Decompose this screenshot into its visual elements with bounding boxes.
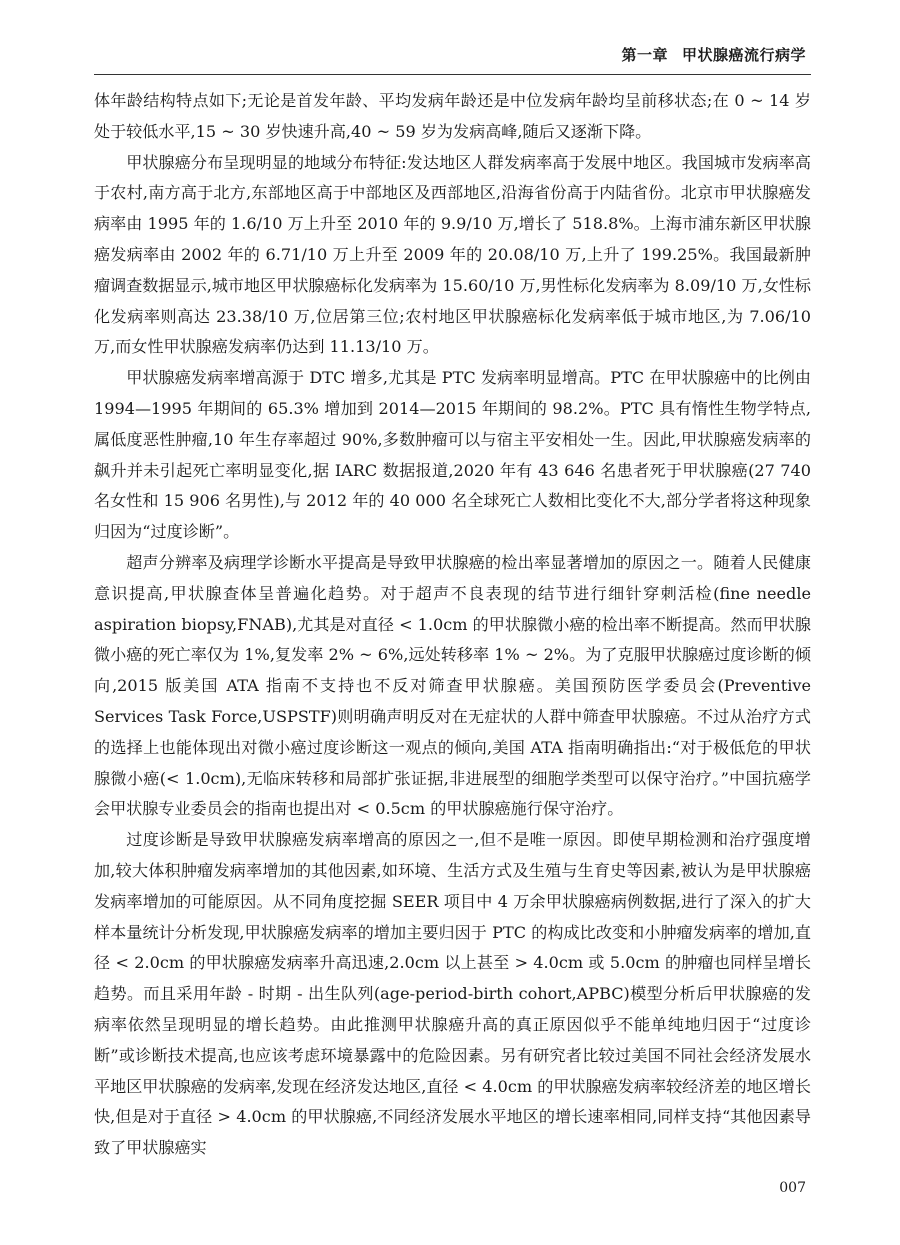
paragraph-overdiagnosis: 过度诊断是导致甲状腺癌发病率增高的原因之一,但不是唯一原因。即使早期检测和治疗强度增加,较大体积肿瘤发病率增加的其他因素,如环境、生活方式及生殖与生育史等因素,被认为是甲状腺癌发病率增加的可能原因。从不同角度挖掘 SEER 项目中 4 万余甲状腺癌病例数据,进行了深入的扩大样本量统计分析发现,甲状腺癌发病率的增加主要归因于 PTC 的构成比改变和小肿瘤发病率的增加,直径 < 2.0cm 的甲状腺癌发病率升高迅速,2.0cm 以上甚至 > 4.0cm 或 5.0cm 的肿瘤也同样呈增长趋势。而且采用年龄 - 时期 - 出生队列(age-period-birth cohort,APBC)模型分析后甲状腺癌的发病率依然呈现明显的增长趋势。由此推测甲状腺癌升高的真正原因似乎不能单纯地归因于“过度诊断”或诊断技术提高,也应该考虑环境暴露中的危险因素。另有研究者比较过美国不同社会经济发展水平地区甲状腺癌的发病率,发现在经济发达地区,直径 < 4.0cm 的甲状腺癌发病率较经济差的地区增长快,但是对于直径 > 4.0cm 的甲状腺癌,不同经济发展水平地区的增长速率相同,同样支持“其他因素导致了甲状腺癌实	[94, 830, 811, 1158]
body-text	[94, 86, 811, 1164]
paragraph-continued: 体年龄结构特点如下;无论是首发年龄、平均发病年龄还是中位发病年龄均呈前移状态;在 0 ~ 14 岁处于较低水平,15 ~ 30 岁快速升高,40 ~ 59 岁为发病高峰,随后又逐渐下降。	[94, 91, 811, 141]
chapter-title: 甲状腺癌流行病学	[681, 46, 806, 64]
paragraph-regional-distribution: 甲状腺癌分布呈现明显的地域分布特征:发达地区人群发病率高于发展中地区。我国城市发病率高于农村,南方高于北方,东部地区高于中部地区及西部地区,沿海省份高于内陆省份。北京市甲状腺癌发病率由 1995 年的 1.6/10 万上升至 2010 年的 9.9/10 万,增长了 518.8%。上海市浦东新区甲状腺癌发病率由 2002 年的 6.71/10 万上升至 2009 年的 20.08/10 万,上升了 199.25%。我国最新肿瘤调查数据显示,城市地区甲状腺癌标化发病率为 15.60/10 万,男性标化发病率为 8.09/10 万,女性标化发病率则高达 23.38/10 万,位居第三位;农村地区甲状腺癌标化发病率低于城市地区,为 7.06/10 万,而女性甲状腺癌发病率仍达到 11.13/10 万。	[94, 152, 811, 357]
chapter-number: 第一章	[621, 46, 668, 64]
paragraph-ptc-increase: 甲状腺癌发病率增高源于 DTC 增多,尤其是 PTC 发病率明显增高。PTC 在甲状腺癌中的比例由 1994—1995 年期间的 65.3% 增加到 2014—2015 年期间的 98.2%。PTC 具有惰性生物学特点,属低度恶性肿瘤,10 年生存率超过 90%,多数肿瘤可以与宿主平安相处一生。因此,甲状腺癌发病率的飙升并未引起死亡率明显变化,据 IARC 数据报道,2020 年有 43 646 名患者死于甲状腺癌(27 740 名女性和 15 906 名男性),与 2012 年的 40 000 名全球死亡人数相比变化不大,部分学者将这种现象归因为“过度诊断”。	[94, 368, 811, 542]
page-number: 007	[779, 1180, 806, 1196]
paragraph-ultrasound-diagnosis: 超声分辨率及病理学诊断水平提高是导致甲状腺癌的检出率显著增加的原因之一。随着人民健康意识提高,甲状腺查体呈普遍化趋势。对于超声不良表现的结节进行细针穿刺活检(fine needle aspiration biopsy,FNAB),尤其是对直径 < 1.0cm 的甲状腺微小癌的检出率不断提高。然而甲状腺微小癌的死亡率仅为 1%,复发率 2% ~ 6%,远处转移率 1% ~ 2%。为了克服甲状腺癌过度诊断的倾向,2015 版美国 ATA 指南不支持也不反对筛查甲状腺癌。美国预防医学委员会(Preventive Services Task Force,USPSTF)则明确声明反对在无症状的人群中筛查甲状腺癌。不过从治疗方式的选择上也能体现出对微小癌过度诊断这一观点的倾向,美国 ATA 指南明确指出:“对于极低危的甲状腺微小癌(< 1.0cm),无临床转移和局部扩张证据,非进展型的细胞学类型可以保守治疗。”中国抗癌学会甲状腺专业委员会的指南也提出对 < 0.5cm 的甲状腺癌施行保守治疗。	[94, 552, 811, 819]
header-rule	[94, 74, 811, 75]
running-header	[621, 44, 806, 65]
